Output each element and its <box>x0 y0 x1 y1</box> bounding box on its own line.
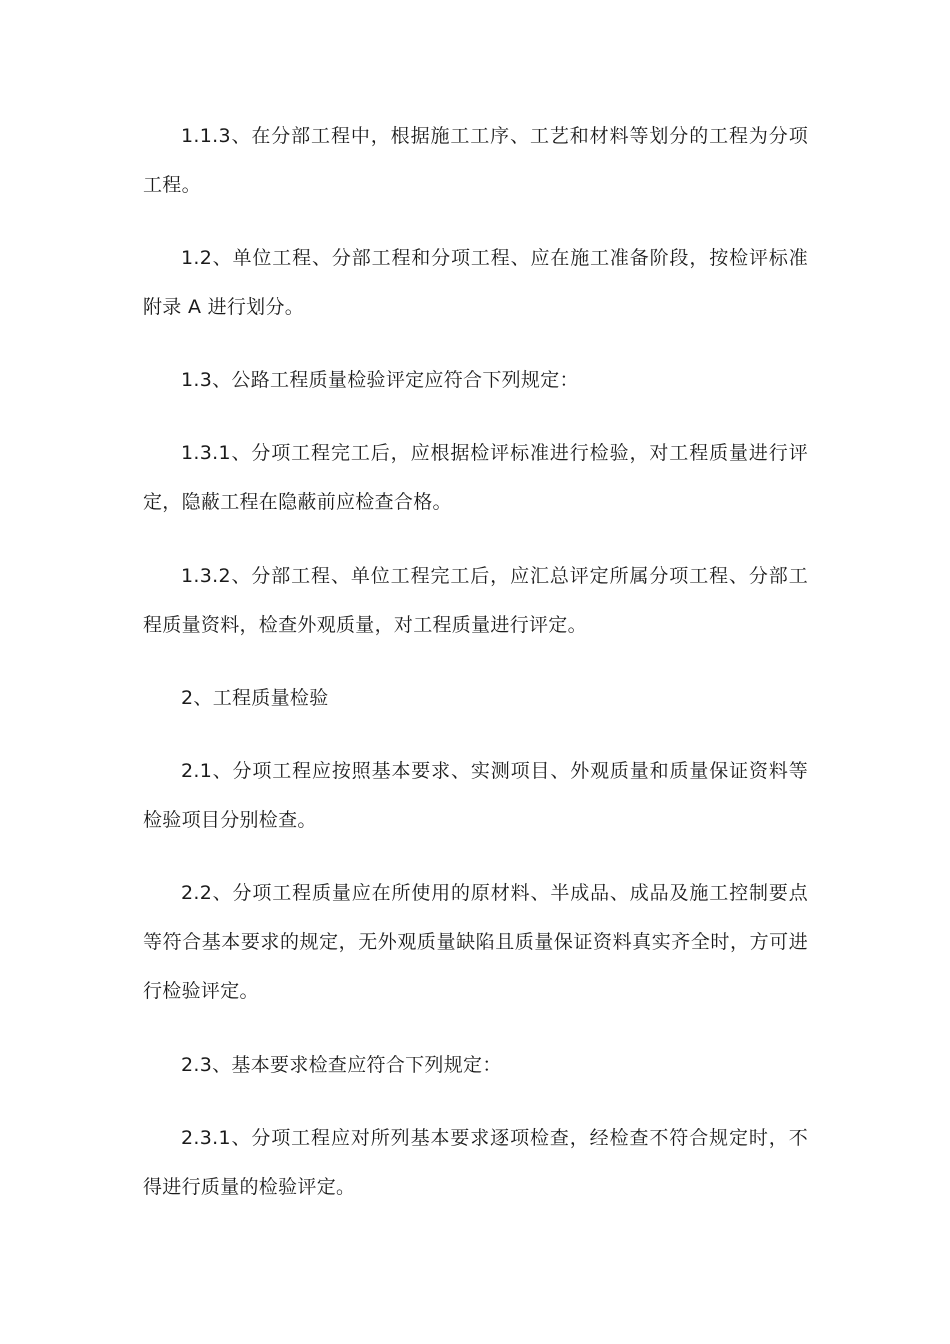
paragraph-1-3: 1.3、公路工程质量检验评定应符合下列规定： <box>181 369 579 391</box>
paragraph-1-3-1: 1.3.1、分项工程完工后，应根据检评标准进行检验，对工程质量进行评定，隐蔽工程在隐蔽前应检查合格。 <box>143 442 808 513</box>
paragraph-2-1: 2.1、分项工程应按照基本要求、实测项目、外观质量和质量保证资料等检验项目分别检查。 <box>143 760 808 831</box>
paragraph-2-2: 2.2、分项工程质量应在所使用的原材料、半成品、成品及施工控制要点等符合基本要求的规定，无外观质量缺陷且质量保证资料真实齐全时，方可进行检验评定。 <box>143 882 808 1002</box>
paragraph-1-3-2: 1.3.2、分部工程、单位工程完工后，应汇总评定所属分项工程、分部工程质量资料，检查外观质量，对工程质量进行评定。 <box>143 565 808 636</box>
section-heading-2: 2、工程质量检验 <box>181 687 329 709</box>
paragraph-2-3-1: 2.3.1、分项工程应对所列基本要求逐项检查，经检查不符合规定时，不得进行质量的检验评定。 <box>143 1127 808 1198</box>
paragraph-1-1-3: 1.1.3、在分部工程中，根据施工工序、工艺和材料等划分的工程为分项工程。 <box>143 125 808 196</box>
paragraph-2-3: 2.3、基本要求检查应符合下列规定： <box>181 1054 502 1076</box>
paragraph-1-2: 1.2、单位工程、分部工程和分项工程、应在施工准备阶段，按检评标准附录 A 进行划分。 <box>143 247 808 318</box>
